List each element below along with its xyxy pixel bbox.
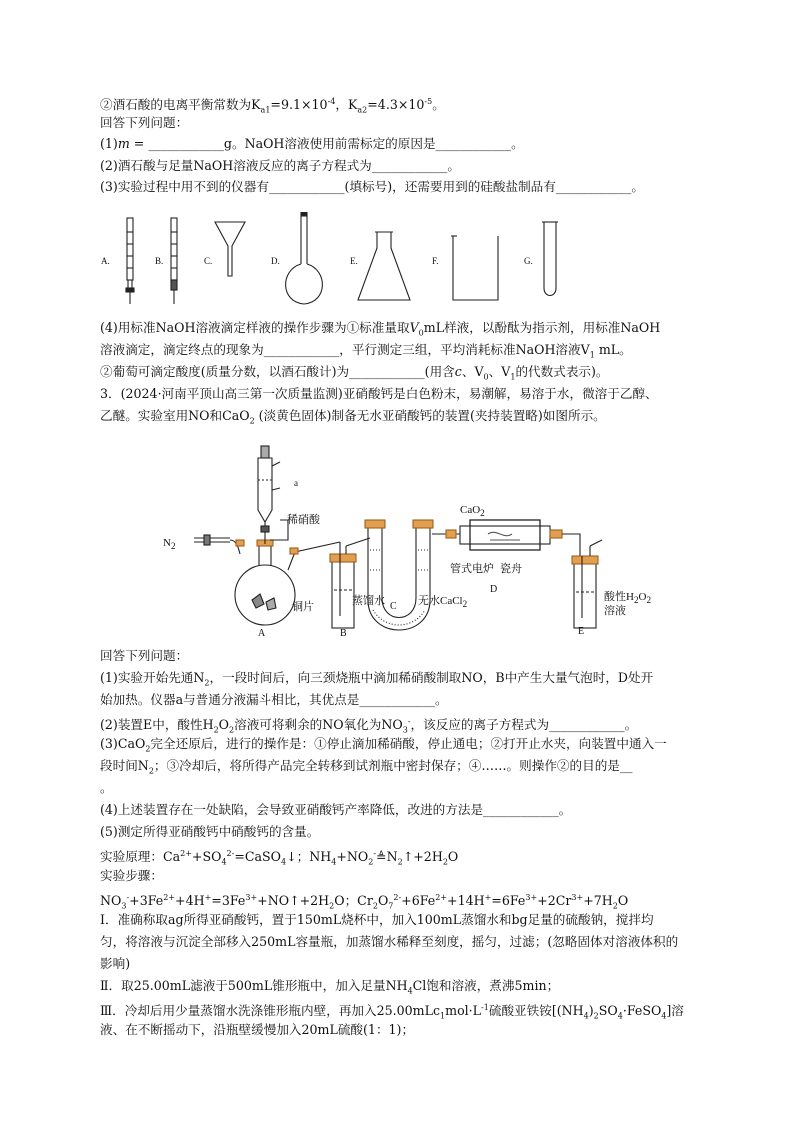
text-line: 溶液滴定，滴定终点的现象为____________，平行测定三组，平均消耗标准NaOH溶液$V_1$ mL。 [100, 342, 632, 360]
label-cao2: CaO$_2$ [460, 504, 485, 519]
label-distilled-water: 蒸馏水 [352, 595, 385, 607]
text-line: 段时间$N_2$；③冷却后，将所得产品完全转移到试剂瓶中密封保存；④……。则操作②的目的是__ [100, 758, 633, 776]
text-line: 。 [100, 780, 113, 795]
text-line: (3)CaO$_2$完全还原后，进行的操作是：①停止滴加稀硝酸，停止通电；②打开止水夹，向装置中通入一 [100, 736, 667, 754]
label-letter-c: C [390, 601, 397, 612]
label-n2: $N_2$ [163, 537, 176, 552]
instrument-label-e: E. [350, 256, 358, 266]
apparatus-figure [170, 440, 660, 640]
instrument-label-g: G. [524, 256, 533, 266]
text-line: (1)m = ____________g。NaOH溶液使用前需标定的原因是____________。 [100, 136, 524, 151]
text-line: ②葡萄可滴定酸度(质量分数，以酒石酸计)为____________(用含c、$V_0$、$V_1$的代数式表示)。 [100, 364, 609, 382]
text-line: 3．(2024·河南平顶山高三第一次质量监测)亚硝酸钙是白色粉末，易潮解，易溶于水，微溶于乙醇、 [100, 386, 658, 401]
label-solution: 溶液 [604, 605, 626, 617]
text-line: 实验步骤： [100, 868, 163, 883]
label-letter-e: E [578, 626, 585, 637]
text-line: 影响) [100, 956, 131, 971]
burette-acid-body [127, 218, 133, 280]
text-line: $NO_3^-+3Fe^{2+}+4H^+=3Fe^{3+}+NO↑+2H_2O$；$Cr_2O_7^{2-}+6Fe^{2+}+14H^+=6Fe^{3+}+2Cr^{3+}+7H_2O$ [100, 893, 629, 911]
text-line: (2)酒石酸与足量NaOH溶液反应的离子方程式为____________。 [100, 158, 460, 173]
label-letter-d: D [490, 584, 498, 595]
text-line: 匀，将溶液与沉淀全部移入250mL容量瓶，加蒸馏水稀释至刻度，摇匀，过滤；(忽略固体对溶液体积的 [100, 934, 679, 949]
text-line: 回答下列问题： [100, 648, 189, 663]
text-line: ②酒石酸的电离平衡常数为$K_{a1}=9.1\times 10^{-4}$，$K_{a2}=4.3\times 10^{-5}$。 [100, 97, 445, 115]
text-line: Ⅱ．取25.00mL滤液于500mL锥形瓶中，加入足量$NH_4Cl$饱和溶液，煮沸5min； [100, 978, 560, 996]
label-furnace: 管式电炉 [450, 563, 494, 575]
instrument-label-b: B. [155, 256, 164, 266]
text-line: (5)测定所得亚硝酸钙中硝酸钙的含量。 [100, 824, 320, 839]
instrument-label-f: F. [432, 256, 439, 266]
label-boat: 瓷舟 [500, 563, 522, 575]
label-copper: 铜片 [292, 601, 314, 613]
text-line: 回答下列问题： [100, 115, 189, 130]
text-line: (4)用标准NaOH溶液滴定样液的操作步骤为①标准量取$V_0mL$样液，以酚酞为指示剂，用标准NaOH [100, 320, 661, 338]
instrument-label-c: C. [204, 256, 213, 266]
text-line: 液、在不断摇动下，沿瓶壁缓慢加入20mL硫酸(1：1)； [100, 1022, 415, 1037]
label-letter-b: B [340, 628, 347, 639]
text-line: 实验原理：$Ca^{2+}+SO_4^{2-}=CaSO_4↓$；$NH_4+NO_2^-≜N_2↑+2H_2O$ [100, 849, 459, 867]
text-line: (4)上述装置存在一处缺陷，会导致亚硝酸钙产率降低，改进的方法是____________。 [100, 802, 572, 817]
text-line: 乙醚。实验室用NO和CaO$_2$ (淡黄色固体)制备无水亚硝酸钙的装置(夹持装置略)如图所示。 [100, 408, 606, 426]
text-line: Ⅲ．冷却后用少量蒸馏水洗涤锥形瓶内壁，再加入$25.00mLc_1mol\cdot L^{-1}$硫酸亚铁铵$[(NH_4)_2SO_4\cdot FeSO_4]$溶 [100, 1003, 684, 1021]
label-letter-a: A [258, 628, 266, 639]
label-a: a [294, 478, 298, 488]
text-line: I．准确称取ag所得亚硝酸钙，置于150mL烧杯中，加入100mL蒸馏水和bg足量的硫酸钠，搅拌均 [100, 912, 654, 927]
text-line: (2)装置E中，酸性$H_2O_2$溶液可将剩余的NO氧化为$NO_3^-$，该反应的离子方程式为____________。 [100, 717, 638, 735]
instrument-label-a: A. [101, 256, 110, 266]
text-line: 始加热。仪器a与普通分液漏斗相比，其优点是____________。 [100, 692, 448, 707]
label-dilute-nitric: 稀硝酸 [287, 514, 320, 526]
text-line: (3)实验过程中用不到的仪器有____________(填标号)，还需要用到的硅酸盐制品有____________。 [100, 179, 645, 194]
text-line: (1)实验开始先通$N_2$，一段时间后，向三颈烧瓶中滴加稀硝酸制取NO，B中产生大量气泡时，D处开 [100, 670, 654, 688]
label-acid-h2o2: 酸性$H_2O_2$ [604, 591, 652, 606]
label-anhydrous-cacl2: 无水CaCl$_2$ [418, 595, 468, 610]
instrument-label-d: D. [271, 256, 280, 266]
